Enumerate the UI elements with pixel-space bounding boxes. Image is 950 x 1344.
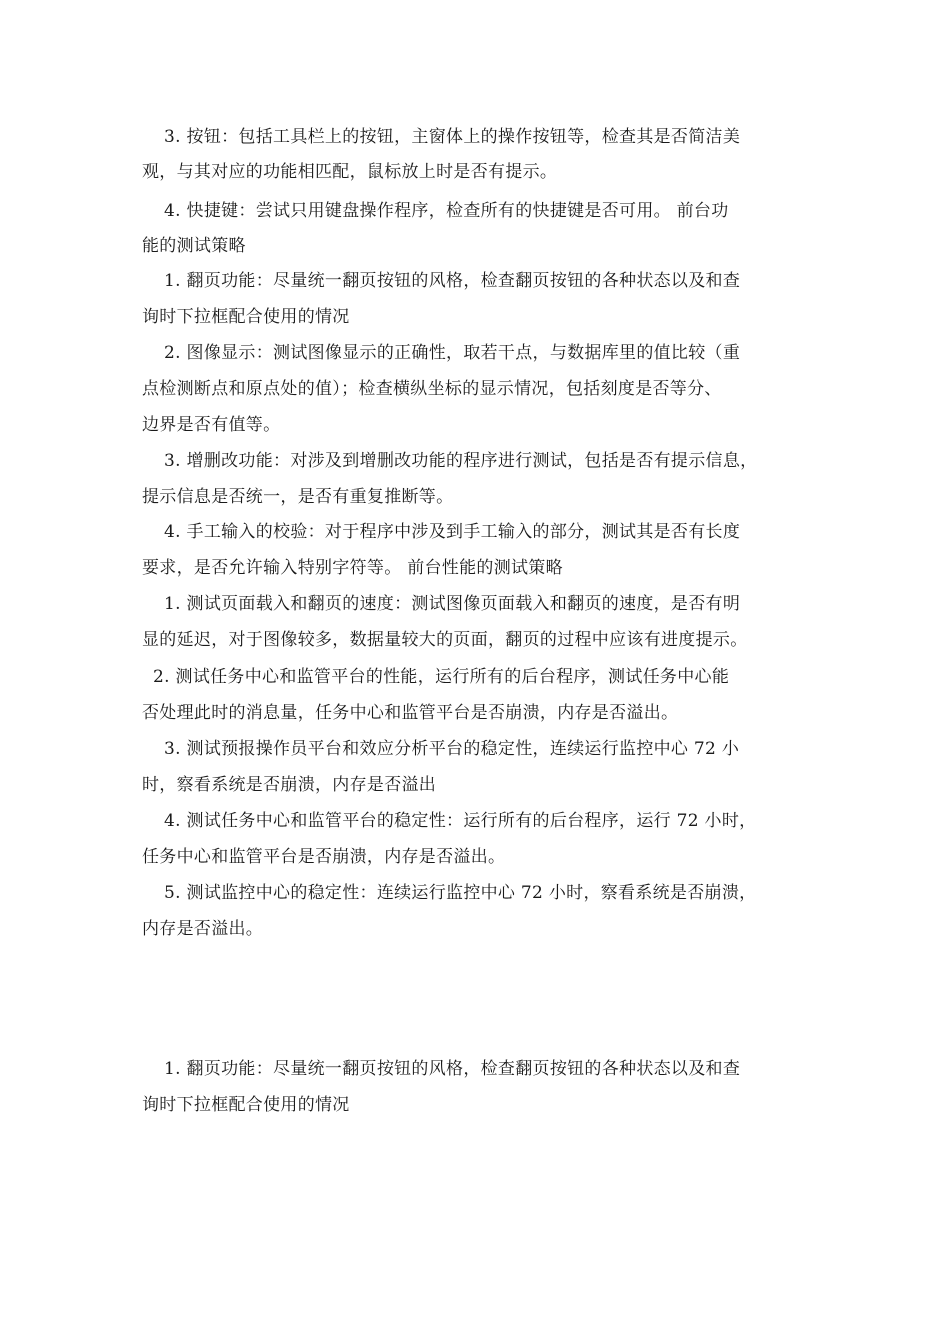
- text-line: 2. 图像显示：测试图像显示的正确性，取若干点，与数据库里的值比较（重: [164, 343, 741, 363]
- text-line: 点检测断点和原点处的值）；检查横纵坐标的显示情况，包括刻度是否等分、: [142, 379, 722, 399]
- text-line: 内存是否溢出。: [142, 919, 264, 939]
- text-line: 询时下拉框配合使用的情况: [142, 307, 350, 327]
- text-line: 否处理此时的消息量，任务中心和监管平台是否崩溃，内存是否溢出。: [142, 703, 679, 723]
- text-line: 能的测试策略: [142, 236, 246, 256]
- text-line: 要求，是否允许输入特别字符等。 前台性能的测试策略: [142, 558, 563, 578]
- text-line: 1. 翻页功能：尽量统一翻页按钮的风格，检查翻页按钮的各种状态以及和查: [164, 271, 741, 291]
- text-line: 提示信息是否统一，是否有重复推断等。: [142, 487, 454, 507]
- text-line: 3. 增删改功能：对涉及到增删改功能的程序进行测试，包括是否有提示信息，: [164, 451, 758, 471]
- text-line: 观，与其对应的功能相匹配，鼠标放上时是否有提示。: [142, 162, 558, 182]
- text-line: 3. 按钮：包括工具栏上的按钮，主窗体上的操作按钮等，检查其是否简洁美: [164, 127, 741, 147]
- text-line: 3. 测试预报操作员平台和效应分析平台的稳定性，连续运行监控中心 72 小: [164, 739, 740, 759]
- text-line: 任务中心和监管平台是否崩溃，内存是否溢出。: [142, 847, 506, 867]
- text-line: 时，察看系统是否崩溃，内存是否溢出: [142, 775, 437, 795]
- text-line: 2. 测试任务中心和监管平台的性能，运行所有的后台程序，测试任务中心能: [153, 667, 730, 687]
- text-line: 询时下拉框配合使用的情况: [142, 1095, 350, 1115]
- text-line: 1. 测试页面载入和翻页的速度：测试图像页面载入和翻页的速度，是否有明: [164, 594, 741, 614]
- text-line: 显的延迟，对于图像较多，数据量较大的页面，翻页的过程中应该有进度提示。: [142, 630, 748, 650]
- text-line: 4. 测试任务中心和监管平台的稳定性：运行所有的后台程序，运行 72 小时，: [164, 811, 757, 831]
- text-line: 1. 翻页功能：尽量统一翻页按钮的风格，检查翻页按钮的各种状态以及和查: [164, 1059, 741, 1079]
- text-line: 5. 测试监控中心的稳定性：连续运行监控中心 72 小时，察看系统是否崩溃，: [164, 883, 757, 903]
- text-line: 边界是否有值等。: [142, 415, 281, 435]
- text-line: 4. 快捷键：尝试只用键盘操作程序，检查所有的快捷键是否可用。 前台功: [164, 201, 729, 221]
- text-line: 4. 手工输入的校验：对于程序中涉及到手工输入的部分，测试其是否有长度: [164, 522, 741, 542]
